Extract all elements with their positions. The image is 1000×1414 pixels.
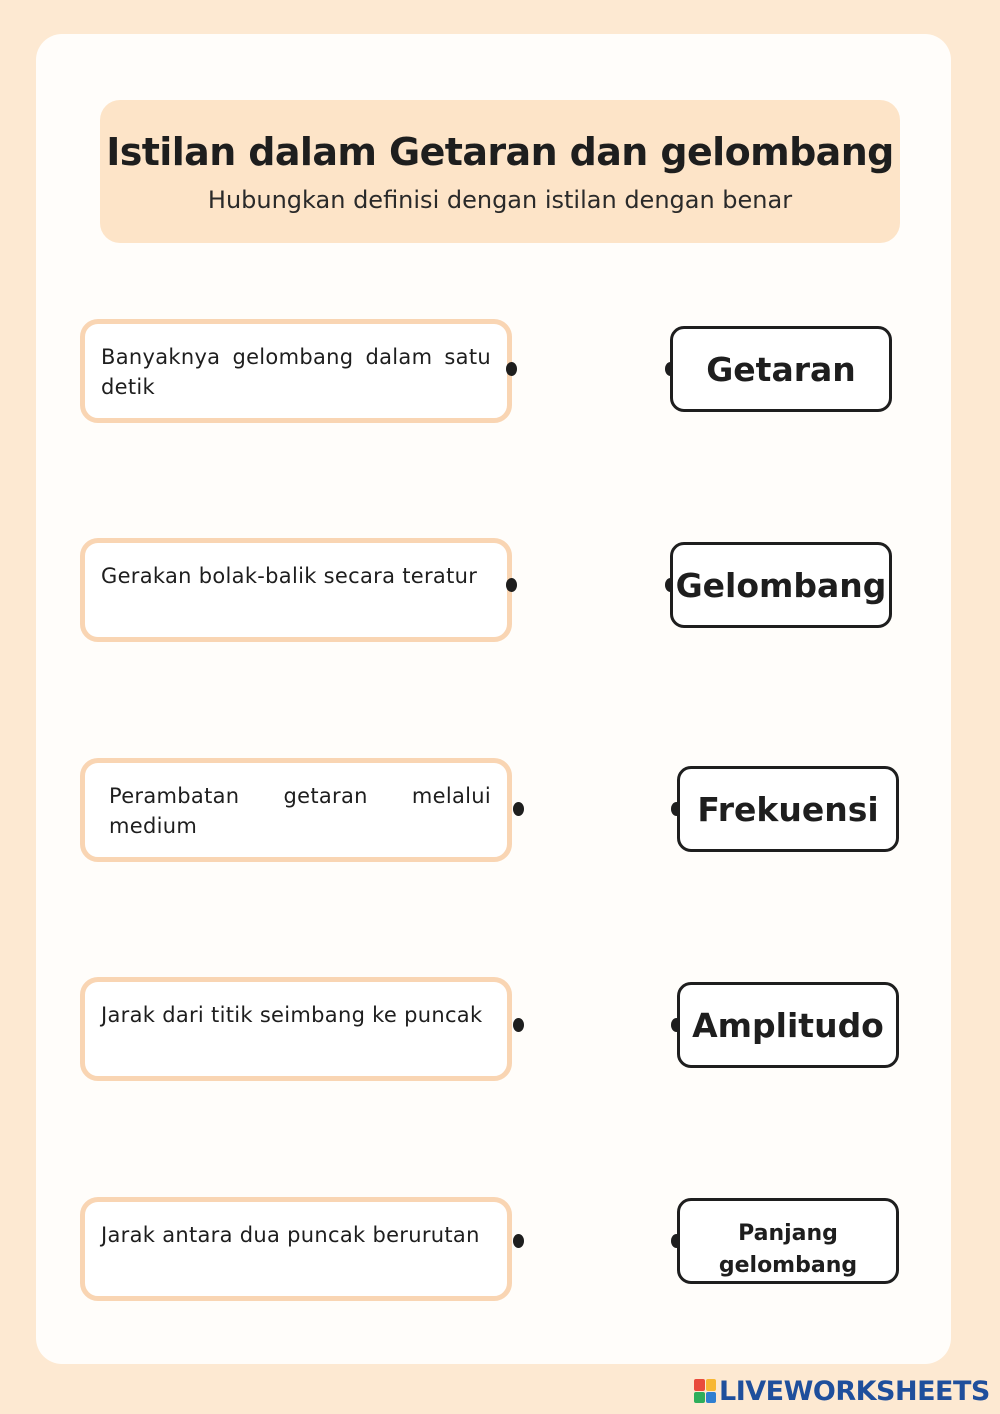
term-box-getaran: Getaran	[670, 326, 892, 412]
term-box-frekuensi: Frekuensi	[677, 766, 899, 852]
liveworksheets-wordmark: LIVEWORKSHEETS	[719, 1375, 990, 1407]
definition-connector-dot-5[interactable]	[513, 1234, 524, 1248]
worksheet-header	[100, 100, 900, 243]
term-box-amplitudo: Amplitudo	[677, 982, 899, 1068]
liveworksheets-logo-icon	[694, 1379, 716, 1403]
definition-box-1	[80, 319, 512, 423]
page-subtitle: Hubungkan definisi dengan istilan dengan benar	[207, 186, 793, 214]
definition-text-4: Jarak dari titik seimbang ke puncak	[101, 1003, 483, 1027]
definition-box-5	[80, 1197, 512, 1301]
definition-text-3: Perambatan getaran melalui medium	[109, 784, 491, 838]
definition-connector-dot-4[interactable]	[513, 1018, 524, 1032]
term-box-gelombang: Gelombang	[670, 542, 892, 628]
definition-connector-dot-3[interactable]	[513, 802, 524, 816]
definition-box-2	[80, 538, 512, 642]
definition-box-4	[80, 977, 512, 1081]
definition-text-5: Jarak antara dua puncak berurutan	[101, 1223, 480, 1247]
definition-connector-dot-1[interactable]	[506, 362, 517, 376]
page-title: Istilan dalam Getaran dan gelombang	[106, 130, 894, 174]
definition-text-1: Banyaknya gelombang dalam satu detik	[101, 345, 491, 399]
definition-connector-dot-2[interactable]	[506, 578, 517, 592]
definition-text-2: Gerakan bolak-balik secara teratur	[101, 564, 478, 588]
term-box-panjang-gelombang: Panjang gelombang	[677, 1198, 899, 1284]
definition-box-3	[80, 758, 512, 862]
liveworksheets-logo[interactable]	[694, 1374, 990, 1408]
